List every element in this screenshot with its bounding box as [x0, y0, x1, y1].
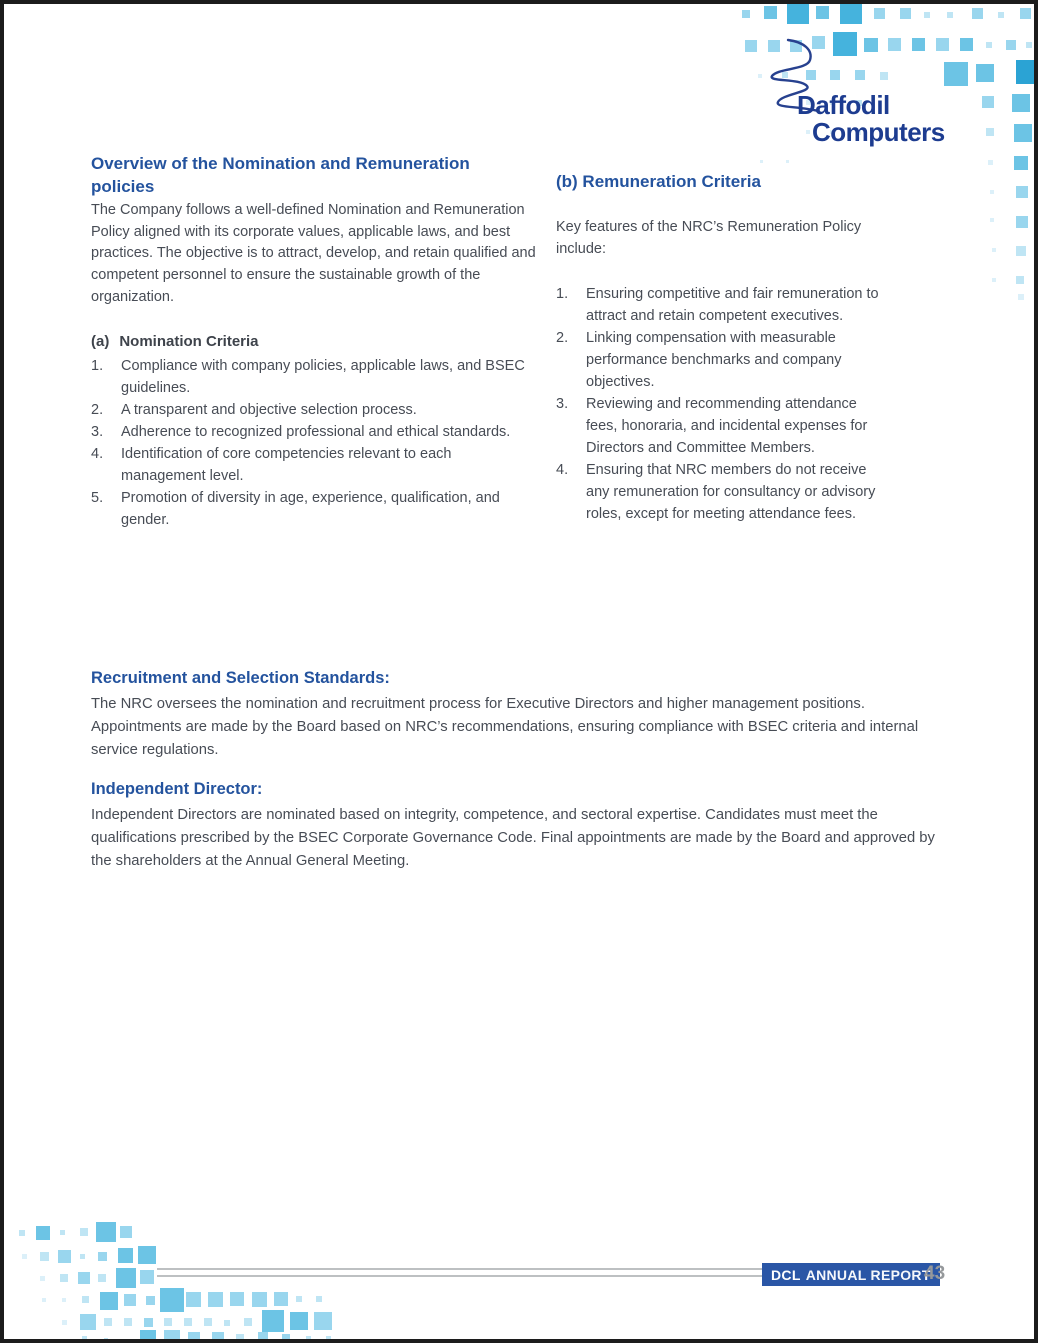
mosaic-square	[36, 1226, 50, 1240]
list-item	[556, 327, 892, 393]
list-item	[556, 283, 892, 327]
independent-director-heading: Independent Director:	[91, 780, 263, 798]
mosaic-square	[140, 1330, 156, 1343]
left-column-paragraph: The Company follows a well-defined Nomination and Remuneration Policy aligned with its corporate values, applicable laws, and best practices. The objective is to attract, develop, and retain qualified and competent personnel to ensure the sustainable growth of the organization.	[91, 202, 536, 305]
list-item-text: Promotion of diversity in age, experience, qualification, and gender.	[121, 490, 500, 528]
mosaic-square	[60, 1274, 68, 1282]
mosaic-square	[986, 128, 994, 136]
mosaic-square	[140, 1270, 154, 1284]
mosaic-square	[80, 1314, 96, 1330]
list-item-text: Linking compensation with measurable performance benchmarks and company objectives.	[586, 330, 842, 390]
subheading-prefix: (a)	[91, 333, 110, 350]
footer-report-badge	[762, 1263, 940, 1286]
list-item-text: Ensuring competitive and fair remuneration to attract and retain competent executives.	[586, 286, 879, 324]
nomination-criteria-list	[91, 355, 533, 531]
mosaic-square	[82, 1296, 89, 1303]
mosaic-square	[80, 1228, 88, 1236]
mosaic-square	[42, 1298, 46, 1302]
mosaic-square	[855, 70, 865, 80]
list-item-number: 4.	[91, 446, 104, 462]
mosaic-square	[104, 1338, 108, 1342]
mosaic-square	[138, 1246, 156, 1264]
mosaic-square	[208, 1292, 223, 1307]
list-item	[91, 355, 533, 399]
mosaic-square	[992, 278, 996, 282]
footer-rule	[157, 1268, 763, 1277]
mosaic-square	[296, 1296, 302, 1302]
mosaic-square	[998, 12, 1004, 18]
mosaic-square	[1016, 246, 1026, 256]
list-item-text: Compliance with company policies, applicable laws, and BSEC guidelines.	[121, 358, 525, 396]
right-column-intro: Key features of the NRC’s Remuneration Policy include:	[556, 219, 862, 257]
mosaic-square	[274, 1292, 288, 1306]
mosaic-square	[186, 1292, 201, 1307]
mosaic-square	[936, 38, 949, 51]
mosaic-square	[912, 38, 925, 51]
mosaic-square	[988, 160, 993, 165]
mosaic-square	[1006, 40, 1016, 50]
list-item-number: 3.	[556, 396, 569, 412]
mosaic-square	[40, 1252, 49, 1261]
mosaic-square	[224, 1320, 230, 1326]
mosaic-square	[1018, 294, 1024, 300]
list-item-text: Ensuring that NRC members do not receive any remuneration for consultancy or advisory roles, except for meeting attendance fees.	[586, 462, 876, 522]
mosaic-square	[1012, 94, 1030, 112]
mosaic-square	[816, 6, 829, 19]
logo-word-computers: Computers	[812, 117, 945, 147]
list-item	[556, 393, 892, 459]
left-column-heading: Overview of the Nomination and Remuneration policies	[91, 154, 470, 196]
recruitment-standards-paragraph: The NRC oversees the nomination and recruitment process for Executive Directors and higher management positions. Appointments are made by the Board based on NRC’s recommendations, ensuring compliance with BSEC criteria and internal service regulations.	[91, 696, 919, 758]
mosaic-square	[282, 1334, 290, 1342]
logo-word-daffodil: Daffodil	[797, 90, 890, 120]
list-item	[91, 421, 533, 443]
mosaic-square	[62, 1320, 67, 1325]
mosaic-square	[874, 8, 885, 19]
mosaic-square	[290, 1312, 308, 1330]
mosaic-square	[786, 160, 789, 163]
mosaic-square	[990, 218, 994, 222]
mosaic-square	[986, 42, 992, 48]
mosaic-square	[833, 32, 857, 56]
recruitment-standards-heading: Recruitment and Selection Standards:	[91, 669, 390, 687]
mosaic-square	[120, 1226, 132, 1238]
list-item-text: Adherence to recognized professional and ethical standards.	[121, 424, 511, 440]
mosaic-square	[992, 248, 996, 252]
mosaic-square	[960, 38, 973, 51]
mosaic-square	[80, 1254, 85, 1259]
mosaic-square	[188, 1332, 200, 1343]
mosaic-square	[1016, 60, 1038, 84]
mosaic-square	[972, 8, 983, 19]
mosaic-square	[184, 1318, 192, 1326]
mosaic-square	[252, 1292, 267, 1307]
badge-report-label: ANNUAL REPORT	[805, 1266, 931, 1283]
mosaic-square	[19, 1230, 25, 1236]
mosaic-square	[96, 1222, 116, 1242]
mosaic-square	[864, 38, 878, 52]
remuneration-criteria-list	[556, 283, 892, 525]
mosaic-square	[1026, 42, 1032, 48]
badge-dcl-label: DCL	[771, 1266, 801, 1283]
mosaic-square	[982, 96, 994, 108]
mosaic-square	[880, 72, 888, 80]
mosaic-square	[924, 12, 930, 18]
right-column-heading: (b) Remuneration Criteria	[556, 172, 761, 191]
mosaic-square	[326, 1336, 331, 1341]
list-item-number: 3.	[91, 424, 104, 440]
mosaic-square	[314, 1312, 332, 1330]
mosaic-square	[764, 6, 777, 19]
mosaic-square	[787, 2, 809, 24]
mosaic-square	[212, 1332, 224, 1343]
mosaic-square	[316, 1296, 322, 1302]
mosaic-square	[888, 38, 901, 51]
mosaic-square	[58, 1250, 71, 1263]
subheading-text: Nomination Criteria	[119, 333, 259, 350]
mosaic-square	[1016, 186, 1028, 198]
mosaic-square	[262, 1310, 284, 1332]
mosaic-square	[98, 1274, 106, 1282]
mosaic-square	[118, 1248, 133, 1263]
mosaic-square	[100, 1292, 118, 1310]
list-item-number: 2.	[556, 330, 569, 346]
mosaic-square	[124, 1318, 132, 1326]
mosaic-square	[116, 1268, 136, 1288]
mosaic-square	[1016, 216, 1028, 228]
mosaic-square	[1020, 8, 1031, 19]
mosaic-square	[1016, 276, 1024, 284]
list-item-text: Reviewing and recommending attendance fees, honoraria, and incidental expenses for Directors and Committee Members.	[586, 396, 868, 456]
mosaic-square	[840, 2, 862, 24]
list-item-text: Identification of core competencies relevant to each management level.	[121, 446, 452, 484]
mosaic-square	[144, 1318, 153, 1327]
mosaic-square	[60, 1230, 65, 1235]
list-item-number: 5.	[91, 490, 104, 506]
mosaic-square	[230, 1292, 244, 1306]
list-item	[91, 487, 533, 531]
list-item	[556, 459, 892, 525]
mosaic-square	[204, 1318, 212, 1326]
list-item-number: 2.	[91, 402, 104, 418]
independent-director-paragraph: Independent Directors are nominated based on integrity, competence, and sectoral expertise. Candidates must meet the qualifications prescribed by the BSEC Corporate Governance Code. Final appointments are made by the Board and approved by the shareholders at the Annual General Meeting.	[91, 807, 935, 869]
mosaic-square	[990, 190, 994, 194]
mosaic-square	[1014, 124, 1032, 142]
mosaic-square	[258, 1332, 268, 1342]
mosaic-square	[62, 1298, 66, 1302]
mosaic-square	[124, 1294, 136, 1306]
mosaic-square	[900, 8, 911, 19]
mosaic-square	[164, 1318, 172, 1326]
mosaic-square	[745, 40, 757, 52]
mosaic-square	[976, 64, 994, 82]
list-item	[91, 443, 533, 487]
mosaic-square	[806, 130, 810, 134]
mosaic-square	[160, 1288, 184, 1312]
page-number: 43	[924, 1263, 946, 1284]
mosaic-square	[944, 62, 968, 86]
mosaic-square	[760, 160, 763, 163]
mosaic-square	[104, 1318, 112, 1326]
nomination-criteria-subheading	[91, 333, 259, 350]
list-item-number: 1.	[556, 286, 569, 302]
mosaic-square	[244, 1318, 252, 1326]
list-item	[91, 399, 533, 421]
mosaic-square	[82, 1336, 87, 1341]
mosaic-square	[78, 1272, 90, 1284]
list-item-number: 1.	[91, 358, 104, 374]
mosaic-square	[236, 1334, 244, 1342]
mosaic-square	[742, 10, 750, 18]
list-item-text: A transparent and objective selection process.	[121, 402, 417, 418]
mosaic-square	[1014, 156, 1028, 170]
mosaic-square	[947, 12, 953, 18]
mosaic-square	[40, 1276, 45, 1281]
mosaic-square	[306, 1336, 311, 1341]
mosaic-square	[164, 1330, 180, 1343]
mosaic-square	[98, 1252, 107, 1261]
list-item-number: 4.	[556, 462, 569, 478]
mosaic-square	[146, 1296, 155, 1305]
mosaic-square	[22, 1254, 27, 1259]
